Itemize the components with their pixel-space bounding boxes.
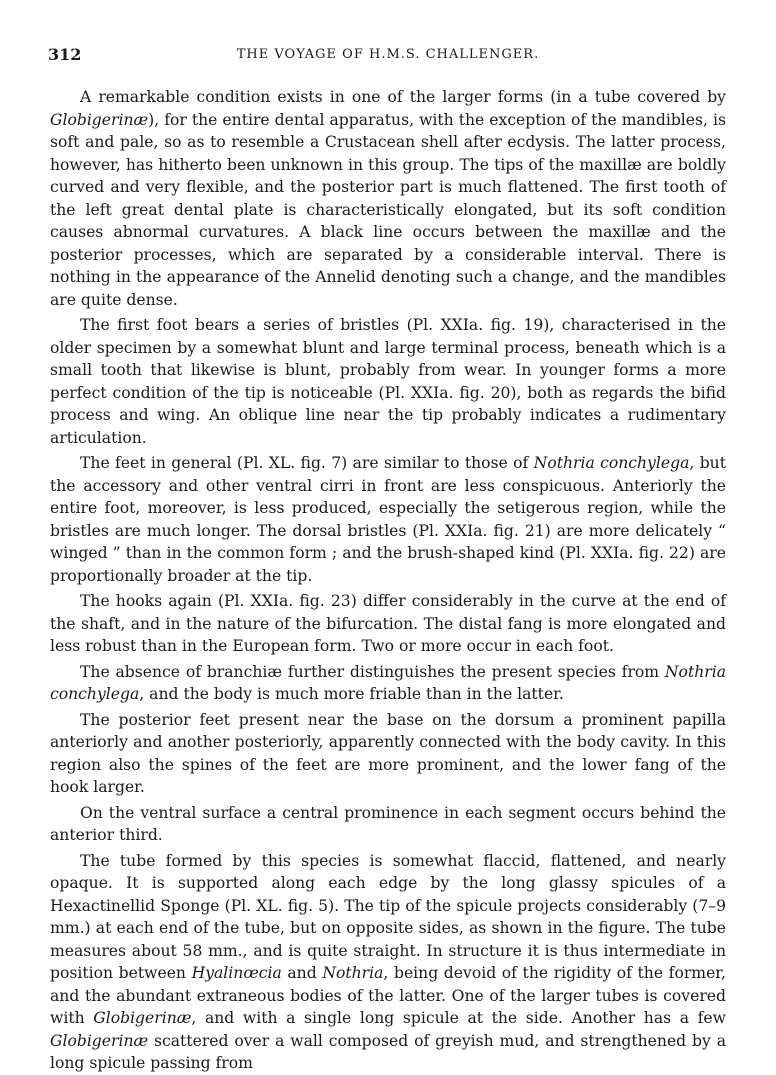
italic-text: Globigerinæ <box>50 110 149 129</box>
text-run: and <box>281 964 323 982</box>
text-run: The tube formed by this species is somewhat flaccid, flattened, and nearly opaque. It is supported along each edge by the long glassy spicules of a Hexactinellid Sponge (Pl. XL. fig. 5). The tip of the spicule projects considerably (7–9 mm.) at each end of the tube, but on opposite sides, as shown in the figure. The tube measures about 58 mm., and is quite straight. In structure it is thus intermediate in position between <box>50 851 726 982</box>
paragraph <box>50 709 726 799</box>
text-run: The first foot bears a series of bristles (Pl. XXIa. fig. 19), characterised in the older specimen by a somewhat blunt and large terminal process, beneath which is a small tooth that likewise is blunt, probably from wear. In younger forms a more perfect condition of the tip is noticeable (Pl. XXIa. fig. 20), both as regards the bifid process and wing. An oblique line near the tip probably indicates a rudimentary articulation. <box>50 316 726 447</box>
italic-text: Nothria <box>322 964 384 982</box>
paragraph <box>50 314 726 449</box>
text-run: The absence of branchiæ further distinguishes the present species from <box>80 662 665 681</box>
page-header <box>48 45 728 69</box>
text-run: scattered over a wall composed of greyish mud, and strengthened by a long spicule passing from <box>50 1031 726 1072</box>
text-run: , but the accessory and other ventral cirri in front are less conspicuous. Anteriorly the entire foot, moreover, is less produced, especially the setigerous region, while the bristles are much longer. The dorsal bristles (Pl. XXIa. fig. 21) are more delicately “ winged ” than in the common form ; and the brush-shaped kind (Pl. XXIa. fig. 22) are proportionally broader at the tip. <box>50 454 726 585</box>
text-run: On the ventral surface a central prominence in each segment occurs behind the anterior third. <box>50 803 726 844</box>
text-run: , being devoid of the rigidity of the former, and the abundant extraneous bodies of the latter. One of the larger tubes is covered with <box>50 964 726 1027</box>
paragraph <box>50 452 726 587</box>
italic-text: Globigerinæ <box>93 1009 192 1027</box>
italic-text: Globigerinæ <box>50 1031 149 1050</box>
text-run: The hooks again (Pl. XXIa. fig. 23) differ considerably in the curve at the end of the shaft, and in the nature of the bifurcation. The distal fang is more elongated and less robust than in the European form. Two or more occur in each foot. <box>50 592 726 655</box>
running-title: THE VOYAGE OF H.M.S. CHALLENGER. <box>236 47 540 62</box>
paragraph <box>50 86 726 311</box>
paragraph <box>50 850 726 1075</box>
paragraph <box>50 661 726 706</box>
text-run: , and with a single long spicule at the side. Another has a few <box>191 1009 726 1027</box>
text-run: ), for the entire dental apparatus, with the exception of the mandibles, is soft and pale, so as to resemble a Crustacean shell after ecdysis. The latter process, however, has hitherto been unknown in this group. The tips of the maxillæ are boldly curved and very flexible, and the posterior part is much flattened. The first tooth of the left great dental plate is characteristically elongated, but its soft condition causes abnormal curvatures. A black line occurs between the maxillæ and the posterior processes, which are separated by a considerable interval. There is nothing in the appearance of the Annelid denoting such a change, and the mandibles are quite dense. <box>50 110 726 309</box>
body-text <box>50 86 726 1075</box>
italic-text: Nothria conchylega <box>50 662 726 703</box>
paragraph <box>50 590 726 658</box>
text-run: The posterior feet present near the base on the dorsum a prominent papilla anteriorly and another posteriorly, apparently connected with the body cavity. In this region also the spines of the feet are more prominent, and the lower fang of the hook larger. <box>50 710 726 796</box>
text-run: A remarkable condition exists in one of the larger forms (in a tube covered by <box>80 88 726 106</box>
text-run: The feet in general (Pl. XL. fig. 7) are similar to those of <box>80 454 534 472</box>
italic-text: Nothria conchylega <box>533 454 690 472</box>
italic-text: Hyalinœcia <box>191 964 282 982</box>
page-number: 312 <box>48 45 82 64</box>
paragraph <box>50 802 726 847</box>
text-run: , and the body is much more friable than in the latter. <box>139 685 564 703</box>
